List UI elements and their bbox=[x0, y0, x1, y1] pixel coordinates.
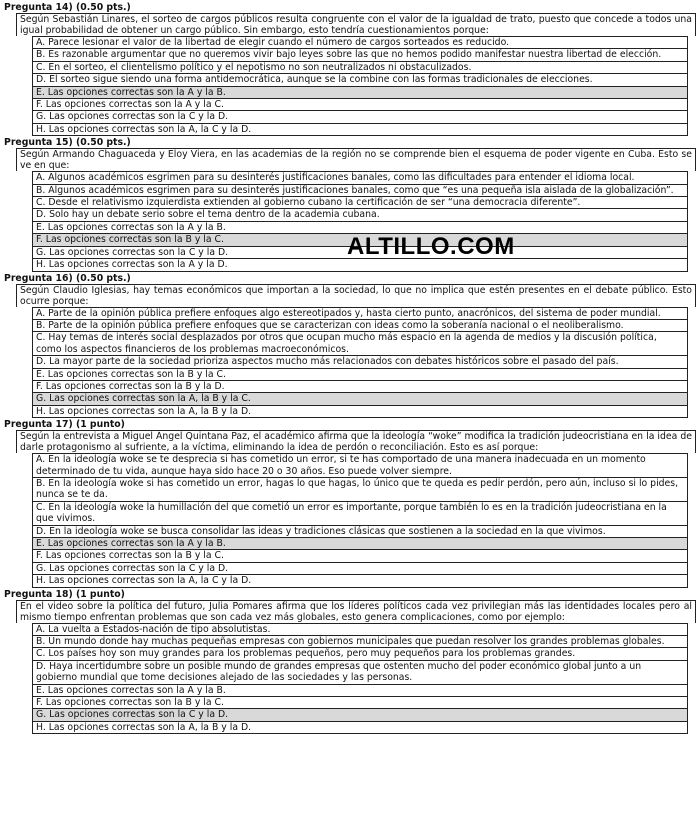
option-a[interactable]: A. Parte de la opinión pública prefiere enfoques algo estereotipados y, hasta cierto punto, anacrónicos, del sistema de poder mundial. bbox=[32, 307, 688, 320]
option-list bbox=[0, 623, 700, 735]
option-b[interactable]: B. Es razonable argumentar que no queremos vivir bajo leyes sobre las que no hemos podido manifestar nuestra libertad de elección. bbox=[32, 49, 688, 61]
option-d[interactable]: D. El sorteo sigue siendo una forma antidemocrática, aunque se la combine con las formas tradicionales de elecciones. bbox=[32, 74, 688, 86]
option-b[interactable]: B. En la ideología woke si has cometido un error, hagas lo que hagas, lo único que te queda es pedir perdón, pero aún, incluso si lo pides, nunca se te da. bbox=[32, 478, 688, 502]
option-a[interactable]: A. En la ideología woke se te desprecia si has cometido un error, si te has comportado de una manera inadecuada en un momento determinado de tu vida, aunque haya sido hace 20 o 30 años. Eso puede volver siempre. bbox=[32, 453, 688, 478]
question-header: Pregunta 18) (1 punto) bbox=[4, 588, 125, 600]
option-h[interactable]: H. Las opciones correctas son la A, la C y la D. bbox=[32, 575, 688, 587]
option-b[interactable]: B. Un mundo donde hay muchas pequeñas empresas con gobiernos municipales que puedan resolver los grandes problemas globales. bbox=[32, 636, 688, 648]
option-list bbox=[0, 453, 700, 587]
option-g-selected[interactable]: G. Las opciones correctas son la C y la D. bbox=[32, 709, 688, 721]
option-g[interactable]: G. Las opciones correctas son la C y la D. bbox=[32, 111, 688, 123]
option-g-selected[interactable]: G. Las opciones correctas son la A, la B y la C. bbox=[32, 393, 688, 405]
option-h[interactable]: H. Las opciones correctas son la A, la B y la D. bbox=[32, 406, 688, 418]
option-e[interactable]: E. Las opciones correctas son la A y la B. bbox=[32, 685, 688, 697]
option-f[interactable]: F. Las opciones correctas son la A y la C. bbox=[32, 99, 688, 111]
option-c[interactable]: C. En la ideología woke la humillación del que cometió un error es importante, porque también lo es en la tradición judeocristiana en la que vivimos. bbox=[32, 502, 688, 526]
option-f[interactable]: F. Las opciones correctas son la B y la C. bbox=[32, 697, 688, 709]
option-b[interactable]: B. Parte de la opinión pública prefiere enfoques que se caracterizan con ideas como la soberanía nacional o el neoliberalismo. bbox=[32, 320, 688, 332]
option-g[interactable]: G. Las opciones correctas son la C y la D. bbox=[32, 247, 688, 259]
option-d[interactable]: D. Solo hay un debate serio sobre el tema dentro de la academia cubana. bbox=[32, 209, 688, 221]
option-d[interactable]: D. Haya incertidumbre sobre un posible mundo de grandes empresas que ostenten mucho del poder económico global junto a un gobierno mundial que tome decisiones alejado de las sociedades y las personas. bbox=[32, 661, 688, 685]
option-b[interactable]: B. Algunos académicos esgrimen para su desinterés justificaciones banales, como que “es una pequeña isla aislada de la globalización”. bbox=[32, 185, 688, 197]
option-a[interactable]: A. La vuelta a Estados-nación de tipo absolutistas. bbox=[32, 623, 688, 636]
option-c[interactable]: C. Desde el relativismo izquierdista extienden al gobierno cubano la certificación de ser “una democracia diferente”. bbox=[32, 197, 688, 209]
option-c[interactable]: C. Hay temas de interés social desplazados por otros que ocupan mucho más espacio en la agenda de medios y la discusión política, como los aspectos financieros de los problemas macroeconómicos. bbox=[32, 332, 688, 356]
option-e-selected[interactable]: E. Las opciones correctas son la A y la B. bbox=[32, 87, 688, 99]
option-f-selected[interactable]: F. Las opciones correctas son la B y la C. bbox=[32, 234, 688, 246]
option-list bbox=[0, 307, 700, 419]
question-14 bbox=[0, 2, 700, 136]
question-17 bbox=[0, 419, 700, 587]
question-header: Pregunta 17) (1 punto) bbox=[4, 419, 125, 431]
option-a[interactable]: A. Algunos académicos esgrimen para su desinterés justificaciones banales, como las dificultades para entender el idioma local. bbox=[32, 171, 688, 184]
option-a[interactable]: A. Parece lesionar el valor de la libertad de elegir cuando el número de cargos sorteados es reducido. bbox=[32, 36, 688, 49]
option-h[interactable]: H. Las opciones correctas son la A y la D. bbox=[32, 259, 688, 271]
option-e[interactable]: E. Las opciones correctas son la B y la C. bbox=[32, 369, 688, 381]
option-c[interactable]: C. Los países hoy son muy grandes para los problemas pequeños, pero muy pequeños para los problemas grandes. bbox=[32, 648, 688, 660]
question-header: Pregunta 15) (0.50 pts.) bbox=[4, 137, 131, 149]
option-f[interactable]: F. Las opciones correctas son la B y la C. bbox=[32, 550, 688, 562]
option-h[interactable]: H. Las opciones correctas son la A, la B y la D. bbox=[32, 722, 688, 734]
option-e[interactable]: E. Las opciones correctas son la A y la B. bbox=[32, 222, 688, 234]
question-stem: Según Armando Chaguaceda y Eloy Viera, en las academias de la región no se comprende bien el esquema de poder vigente en Cuba. Esto se ve en que: bbox=[16, 148, 696, 171]
question-header: Pregunta 14) (0.50 pts.) bbox=[4, 2, 131, 13]
option-list bbox=[0, 36, 700, 136]
option-d[interactable]: D. La mayor parte de la sociedad prioriza aspectos mucho más relacionados con debates históricos sobre el pasado del país. bbox=[32, 356, 688, 368]
option-g[interactable]: G. Las opciones correctas son la C y la D. bbox=[32, 563, 688, 575]
question-header: Pregunta 16) (0.50 pts.) bbox=[4, 272, 131, 284]
option-c[interactable]: C. En el sorteo, el clientelismo político y el nepotismo no son neutralizados ni obstaculizados. bbox=[32, 62, 688, 74]
option-f[interactable]: F. Las opciones correctas son la B y la D. bbox=[32, 381, 688, 393]
question-stem: Según Sebastián Linares, el sorteo de cargos públicos resulta congruente con el valor de la igualdad de trato, puesto que concede a todos una igual probabilidad de obtener un cargo público. Sin embargo, esto tendría cuestionamientos porque: bbox=[16, 13, 696, 36]
option-h[interactable]: H. Las opciones correctas son la A, la C y la D. bbox=[32, 124, 688, 136]
question-18 bbox=[0, 589, 700, 735]
option-e-selected[interactable]: E. Las opciones correctas son la A y la B. bbox=[32, 538, 688, 550]
watermark-text: ALTILLO.COM bbox=[347, 232, 515, 260]
question-stem: Según Claudio Iglesias, hay temas económicos que importan a la sociedad, lo que no implica que estén presentes en el debate público. Esto ocurre porque: bbox=[16, 284, 696, 307]
question-stem: En el video sobre la política del futuro, Julia Pomares afirma que los líderes políticos cada vez privilegian más las identidades locales pero al mismo tiempo enfrentan problemas que son cada vez más globales, esto genera complicaciones, como por ejemplo: bbox=[16, 600, 696, 623]
question-stem: Según la entrevista a Miguel Ángel Quintana Paz, el académico afirma que la ideología “woke” modifica la tradición judeocristiana en la idea de darle protagonismo al sufriente, a la víctima, eliminando la idea de perdón o reconciliación. Esto es así porque: bbox=[16, 430, 696, 453]
option-d[interactable]: D. En la ideología woke se busca consolidar las ideas y tradiciones clásicas que sostienen a la sociedad en la que vivimos. bbox=[32, 526, 688, 538]
